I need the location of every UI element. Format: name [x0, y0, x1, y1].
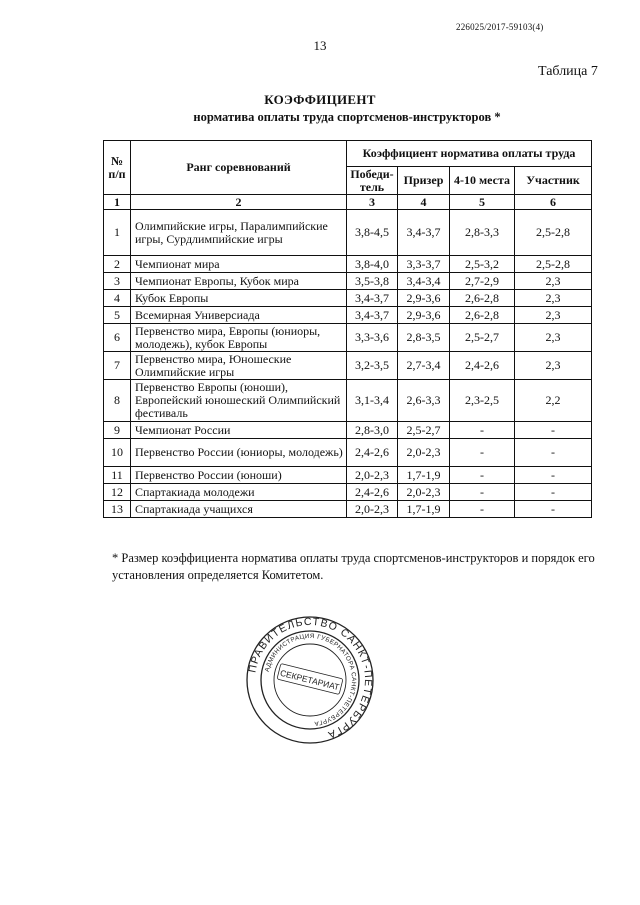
document-id: 226025/2017-59103(4): [456, 22, 544, 32]
row-number: 10: [104, 439, 131, 467]
row-number: 11: [104, 467, 131, 484]
participant-coefficient: -: [515, 467, 592, 484]
row-number: 2: [104, 256, 131, 273]
header-places-4-10: 4-10 места: [450, 167, 515, 195]
prizewinner-coefficient: 2,9-3,6: [398, 290, 450, 307]
table-row: [104, 273, 592, 290]
page-number: 13: [313, 38, 327, 53]
places-coefficient: 2,3-2,5: [450, 380, 515, 422]
winner-coefficient: 2,0-2,3: [347, 467, 398, 484]
row-number: 4: [104, 290, 131, 307]
places-coefficient: 2,8-3,3: [450, 210, 515, 256]
table-row: [104, 467, 592, 484]
header-winner: Победи-тель: [347, 167, 398, 195]
prizewinner-coefficient: 3,4-3,7: [398, 210, 450, 256]
winner-coefficient: 3,8-4,0: [347, 256, 398, 273]
column-index-row: [104, 195, 592, 210]
table-row: [104, 256, 592, 273]
competition-rank: Чемпионат России: [131, 422, 347, 439]
places-coefficient: 2,6-2,8: [450, 290, 515, 307]
row-number: 6: [104, 324, 131, 352]
winner-coefficient: 3,3-3,6: [347, 324, 398, 352]
prizewinner-coefficient: 2,6-3,3: [398, 380, 450, 422]
stamp-center-text: СЕКРЕТАРИАТ: [279, 667, 341, 693]
header-coefficient-group: Коэффициент норматива оплаты труда: [347, 141, 592, 167]
table-number: Таблица 7: [538, 64, 598, 79]
prizewinner-coefficient: 2,9-3,6: [398, 307, 450, 324]
participant-coefficient: 2,5-2,8: [515, 256, 592, 273]
prizewinner-coefficient: 1,7-1,9: [398, 467, 450, 484]
row-number: 12: [104, 484, 131, 501]
places-coefficient: -: [450, 439, 515, 467]
column-index: 6: [515, 195, 592, 210]
prizewinner-coefficient: 2,0-2,3: [398, 484, 450, 501]
header-prizewinner: Призер: [398, 167, 450, 195]
participant-coefficient: 2,2: [515, 380, 592, 422]
table-row: [104, 501, 592, 518]
competition-rank: Олимпийские игры, Паралимпийские игры, Сурдлимпийские игры: [131, 210, 347, 256]
competition-rank: Всемирная Универсиада: [131, 307, 347, 324]
column-index: 2: [131, 195, 347, 210]
stamp-inner-text: АДМИНИСТРАЦИЯ ГУБЕРНАТОРА САНКТ-ПЕТЕРБУРГА: [263, 632, 358, 727]
winner-coefficient: 2,8-3,0: [347, 422, 398, 439]
participant-coefficient: 2,3: [515, 324, 592, 352]
winner-coefficient: 3,2-3,5: [347, 352, 398, 380]
stamp-outer-text: ПРАВИТЕЛЬСТВО САНКТ-ПЕТЕРБУРГА: [246, 615, 375, 742]
prizewinner-coefficient: 2,5-2,7: [398, 422, 450, 439]
prizewinner-coefficient: 3,4-3,4: [398, 273, 450, 290]
places-coefficient: 2,6-2,8: [450, 307, 515, 324]
prizewinner-coefficient: 2,0-2,3: [398, 439, 450, 467]
table-body: [104, 210, 592, 518]
table-row: [104, 352, 592, 380]
places-coefficient: 2,5-2,7: [450, 324, 515, 352]
table-row: [104, 324, 592, 352]
secretariat-stamp: [245, 615, 375, 745]
places-coefficient: 2,7-2,9: [450, 273, 515, 290]
places-coefficient: -: [450, 422, 515, 439]
places-coefficient: 2,5-3,2: [450, 256, 515, 273]
document-title: КОЭФФИЦИЕНТ: [264, 92, 376, 107]
row-number: 9: [104, 422, 131, 439]
row-number: 7: [104, 352, 131, 380]
table-row: [104, 422, 592, 439]
row-number: 8: [104, 380, 131, 422]
table-row: [104, 307, 592, 324]
winner-coefficient: 3,8-4,5: [347, 210, 398, 256]
participant-coefficient: -: [515, 501, 592, 518]
competition-rank: Чемпионат Европы, Кубок мира: [131, 273, 347, 290]
participant-coefficient: 2,3: [515, 352, 592, 380]
competition-rank: Первенство мира, Юношеские Олимпийские игры: [131, 352, 347, 380]
competition-rank: Спартакиада молодежи: [131, 484, 347, 501]
winner-coefficient: 3,5-3,8: [347, 273, 398, 290]
prizewinner-coefficient: 1,7-1,9: [398, 501, 450, 518]
header-rank: Ранг соревнований: [131, 141, 347, 195]
table-row: [104, 380, 592, 422]
participant-coefficient: -: [515, 422, 592, 439]
winner-coefficient: 3,4-3,7: [347, 290, 398, 307]
places-coefficient: -: [450, 467, 515, 484]
participant-coefficient: 2,3: [515, 290, 592, 307]
competition-rank: Первенство России (юноши): [131, 467, 347, 484]
column-index: 3: [347, 195, 398, 210]
column-index: 4: [398, 195, 450, 210]
row-number: 5: [104, 307, 131, 324]
winner-coefficient: 2,4-2,6: [347, 484, 398, 501]
places-coefficient: -: [450, 484, 515, 501]
footnote: * Размер коэффициента норматива оплаты труда спортсменов-инструкторов и порядок его установления определяется Комитетом.: [112, 551, 595, 582]
table-row: [104, 210, 592, 256]
table-row: [104, 484, 592, 501]
places-coefficient: -: [450, 501, 515, 518]
prizewinner-coefficient: 3,3-3,7: [398, 256, 450, 273]
header-num: № п/п: [104, 141, 131, 195]
competition-rank: Первенство России (юниоры, молодежь): [131, 439, 347, 467]
participant-coefficient: -: [515, 484, 592, 501]
participant-coefficient: 2,3: [515, 273, 592, 290]
competition-rank: Чемпионат мира: [131, 256, 347, 273]
prizewinner-coefficient: 2,8-3,5: [398, 324, 450, 352]
winner-coefficient: 2,0-2,3: [347, 501, 398, 518]
column-index: 1: [104, 195, 131, 210]
competition-rank: Спартакиада учащихся: [131, 501, 347, 518]
winner-coefficient: 3,4-3,7: [347, 307, 398, 324]
document-subtitle: норматива оплаты труда спортсменов-инструкторов *: [193, 110, 501, 124]
table-row: [104, 439, 592, 467]
column-index: 5: [450, 195, 515, 210]
table-row: [104, 290, 592, 307]
participant-coefficient: -: [515, 439, 592, 467]
participant-coefficient: 2,5-2,8: [515, 210, 592, 256]
competition-rank: Кубок Европы: [131, 290, 347, 307]
competition-rank: Первенство мира, Европы (юниоры, молодежь), кубок Европы: [131, 324, 347, 352]
winner-coefficient: 2,4-2,6: [347, 439, 398, 467]
places-coefficient: 2,4-2,6: [450, 352, 515, 380]
competition-rank: Первенство Европы (юноши), Европейский юношеский Олимпийский фестиваль: [131, 380, 347, 422]
coefficient-table: [103, 140, 592, 518]
participant-coefficient: 2,3: [515, 307, 592, 324]
prizewinner-coefficient: 2,7-3,4: [398, 352, 450, 380]
header-participant: Участник: [515, 167, 592, 195]
row-number: 13: [104, 501, 131, 518]
row-number: 1: [104, 210, 131, 256]
row-number: 3: [104, 273, 131, 290]
winner-coefficient: 3,1-3,4: [347, 380, 398, 422]
